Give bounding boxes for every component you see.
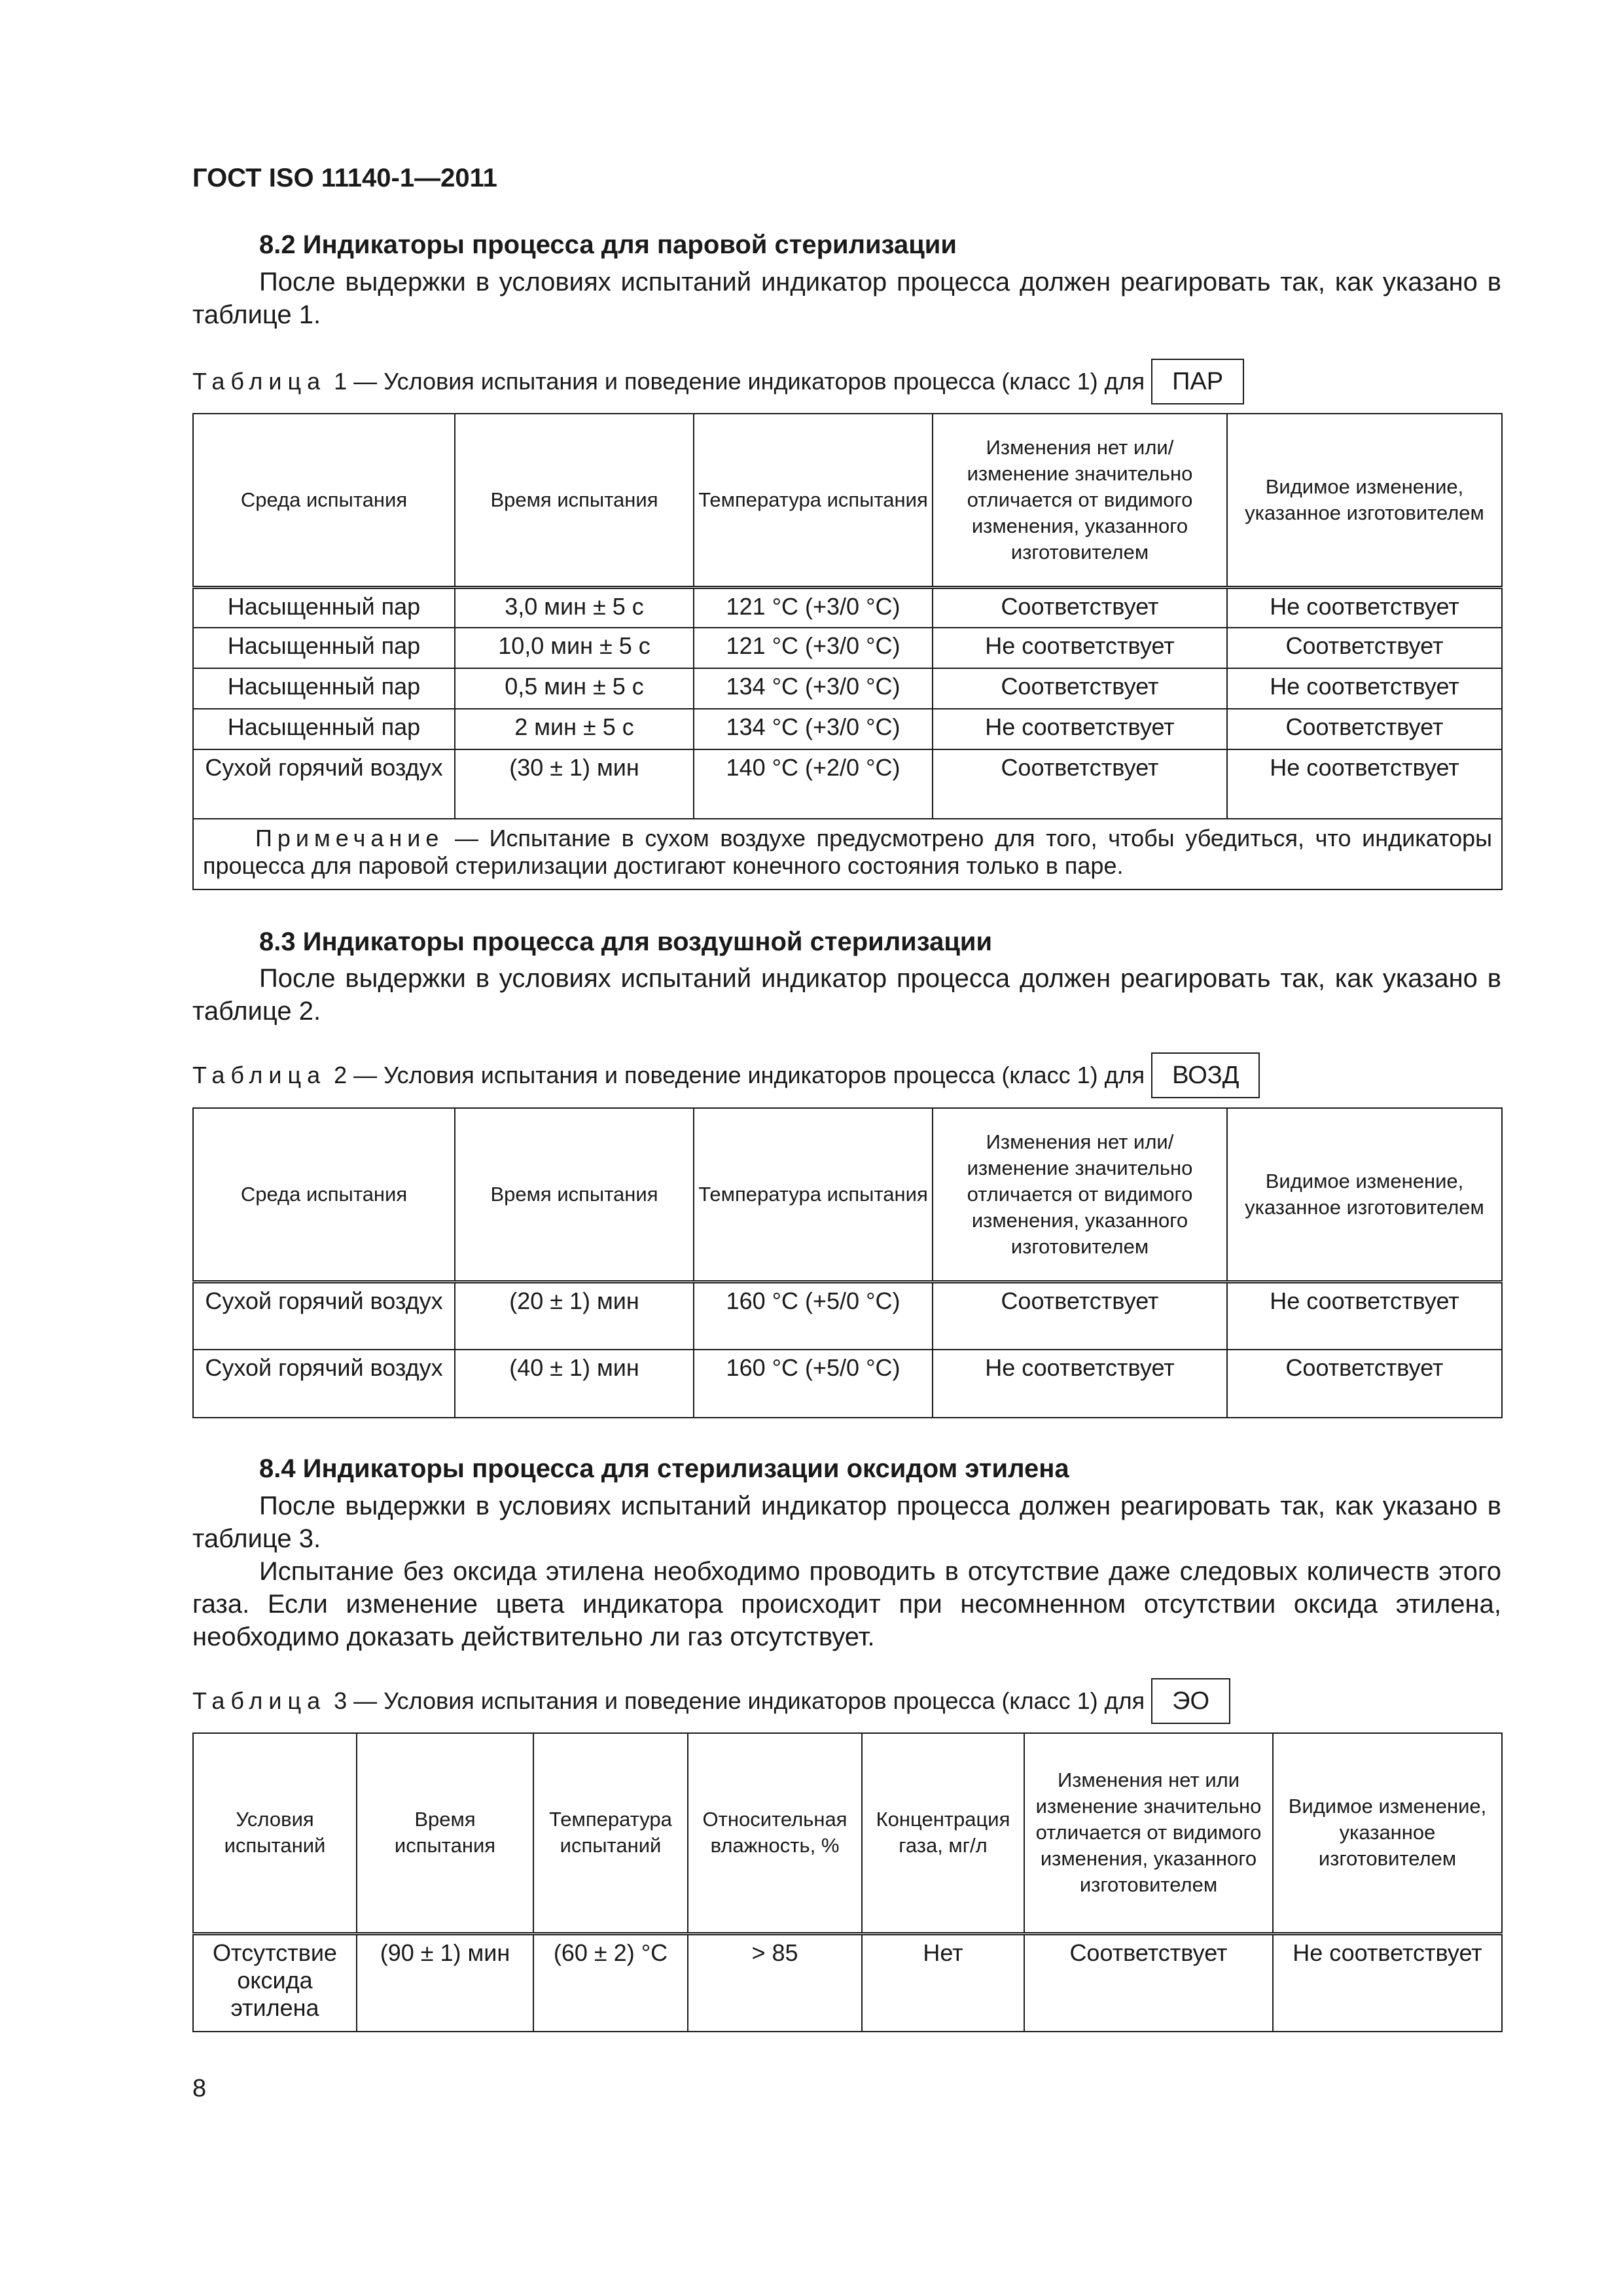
table1-header-row: [193, 414, 1502, 587]
table-cell: Нет: [862, 1933, 1024, 2032]
table3-caption-text: 3 — Условия испытания и поведение индикаторов процесса (класс 1) для: [334, 1687, 1145, 1714]
table-row: [193, 749, 1502, 819]
table1-note-row: [193, 819, 1502, 889]
table1-method-box: ПАР: [1151, 359, 1244, 404]
table1-caption-text: 1 — Условия испытания и поведение индикаторов процесса (класс 1) для: [334, 368, 1145, 395]
table3-caption: [192, 1678, 1230, 1724]
table3-method-box: ЭО: [1151, 1678, 1230, 1724]
table-cell: Соответствует: [1227, 709, 1502, 749]
table-cell: 121 °С (+3/0 °С): [694, 587, 933, 628]
table-cell: Не соответствует: [933, 709, 1227, 749]
table-cell: Насыщенный пар: [193, 587, 455, 628]
table3-col-temperature: Температура испытаний: [533, 1733, 688, 1933]
table2-col-medium: Среда испытания: [193, 1108, 455, 1282]
table-cell: > 85: [688, 1933, 862, 2032]
table-cell: 2 мин ± 5 с: [455, 709, 694, 749]
table-cell: Сухой горячий воздух: [193, 1350, 455, 1418]
table-cell: Соответствует: [933, 668, 1227, 709]
table-cell: (90 ± 1) мин: [357, 1933, 533, 2032]
table1-caption: [192, 359, 1244, 404]
table-cell: Не соответствует: [1227, 749, 1502, 819]
table-row: [193, 1282, 1502, 1350]
table-cell: 121 °С (+3/0 °С): [694, 628, 933, 668]
table3-col-visible-change: Видимое изменение, указанное изготовителем: [1273, 1733, 1502, 1933]
table-cell: (40 ± 1) мин: [455, 1350, 694, 1418]
table1-col-medium: Среда испытания: [193, 414, 455, 587]
table-cell: Насыщенный пар: [193, 668, 455, 709]
table1-note: [193, 819, 1502, 889]
table3-header-row: [193, 1733, 1502, 1933]
table2-col-no-change: Изменения нет или/изменение значительно отличается от видимого изменения, указанного изготовителем: [933, 1108, 1227, 1282]
table2-caption: [192, 1052, 1260, 1098]
section-heading-8-4: 8.4 Индикаторы процесса для стерилизации оксидом этилена: [259, 1454, 1069, 1483]
table-row: [193, 1350, 1502, 1418]
table2-caption-text: 2 — Условия испытания и поведение индикаторов процесса (класс 1) для: [334, 1062, 1145, 1088]
table-row: [193, 587, 1502, 628]
section-8-4-paragraph-2: Испытание без оксида этилена необходимо проводить в отсутствие даже следовых количеств этого газа. Если изменение цвета индикатора происходит при несомненном отсутствии оксида этилена, необходимо доказать действительно ли газ отсутствует.: [192, 1557, 1501, 1651]
table-cell: Сухой горячий воздух: [193, 1282, 455, 1350]
table-row: [193, 709, 1502, 749]
table1-col-visible-change: Видимое изменение, указанное изготовителем: [1227, 414, 1502, 587]
table1-col-no-change: Изменения нет или/изменение значительно отличается от видимого изменения, указанного изготовителем: [933, 414, 1227, 587]
table-cell: Не соответствует: [1273, 1933, 1502, 2032]
table1-note-word: Примечание: [255, 825, 444, 852]
table-cell: Отсутствие оксида этилена: [193, 1933, 357, 2032]
table-cell: 160 °С (+5/0 °С): [694, 1350, 933, 1418]
table-cell: 134 °С (+3/0 °С): [694, 709, 933, 749]
section-heading-8-3: 8.3 Индикаторы процесса для воздушной стерилизации: [259, 927, 993, 956]
table3-caption-word: Таблица: [192, 1687, 327, 1714]
table-cell: Насыщенный пар: [193, 709, 455, 749]
table-cell: (60 ± 2) °С: [533, 1933, 688, 2032]
table3-col-conditions: Условия испытаний: [193, 1733, 357, 1933]
table-row: [193, 1933, 1502, 2032]
table2: [192, 1107, 1503, 1418]
table1-note-text: — Испытание в сухом воздухе предусмотрено для того, чтобы убедиться, что индикаторы процесса для паровой стерилизации достигают конечного состояния только в паре.: [203, 825, 1492, 879]
table-cell: 134 °С (+3/0 °С): [694, 668, 933, 709]
section-8-4-paragraph-1: После выдержки в условиях испытаний индикатор процесса должен реагировать так, как указано в таблице 3.: [192, 1492, 1501, 1553]
table2-col-visible-change: Видимое изменение, указанное изготовителем: [1227, 1108, 1502, 1282]
table2-method-box: ВОЗД: [1151, 1052, 1260, 1098]
table-cell: Соответствует: [1024, 1933, 1273, 2032]
table-cell: 160 °С (+5/0 °С): [694, 1282, 933, 1350]
table-cell: 10,0 мин ± 5 с: [455, 628, 694, 668]
table-cell: Соответствует: [933, 587, 1227, 628]
table1-caption-word: Таблица: [192, 368, 327, 395]
table-cell: Не соответствует: [1227, 1282, 1502, 1350]
table-cell: Не соответствует: [1227, 587, 1502, 628]
table-cell: Не соответствует: [933, 628, 1227, 668]
table2-col-time: Время испытания: [455, 1108, 694, 1282]
table-cell: Соответствует: [1227, 628, 1502, 668]
table-cell: (20 ± 1) мин: [455, 1282, 694, 1350]
section-8-2-paragraph: После выдержки в условиях испытаний индикатор процесса должен реагировать так, как указано в таблице 1.: [192, 268, 1501, 329]
table2-col-temperature: Температура испытания: [694, 1108, 933, 1282]
table-row: [193, 628, 1502, 668]
table1-col-time: Время испытания: [455, 414, 694, 587]
table-cell: 3,0 мин ± 5 с: [455, 587, 694, 628]
table2-header-row: [193, 1108, 1502, 1282]
table-cell: Насыщенный пар: [193, 628, 455, 668]
page-number: 8: [192, 2075, 207, 2102]
table-cell: (30 ± 1) мин: [455, 749, 694, 819]
table-cell: 140 °С (+2/0 °С): [694, 749, 933, 819]
table3-col-time: Время испытания: [357, 1733, 533, 1933]
table1: [192, 413, 1503, 890]
section-8-3-paragraph: После выдержки в условиях испытаний индикатор процесса должен реагировать так, как указано в таблице 2.: [192, 964, 1501, 1026]
table-cell: Соответствует: [933, 749, 1227, 819]
table-cell: Соответствует: [1227, 1350, 1502, 1418]
section-heading-8-2: 8.2 Индикаторы процесса для паровой стерилизации: [259, 230, 957, 259]
table3-col-gas-concentration: Концентрация газа, мг/л: [862, 1733, 1024, 1933]
table-cell: Не соответствует: [933, 1350, 1227, 1418]
table-cell: Сухой горячий воздух: [193, 749, 455, 819]
table3-col-humidity: Относительная влажность, %: [688, 1733, 862, 1933]
table-cell: Соответствует: [933, 1282, 1227, 1350]
document-code: ГОСТ ISO 11140-1—2011: [192, 164, 497, 192]
table3-col-no-change: Изменения нет или изменение значительно отличается от видимого изменения, указанного изготовителем: [1024, 1733, 1273, 1933]
table2-caption-word: Таблица: [192, 1062, 327, 1088]
table-cell: 0,5 мин ± 5 с: [455, 668, 694, 709]
table-row: [193, 668, 1502, 709]
table-cell: Не соответствует: [1227, 668, 1502, 709]
table3: [192, 1732, 1503, 2032]
table1-col-temperature: Температура испытания: [694, 414, 933, 587]
